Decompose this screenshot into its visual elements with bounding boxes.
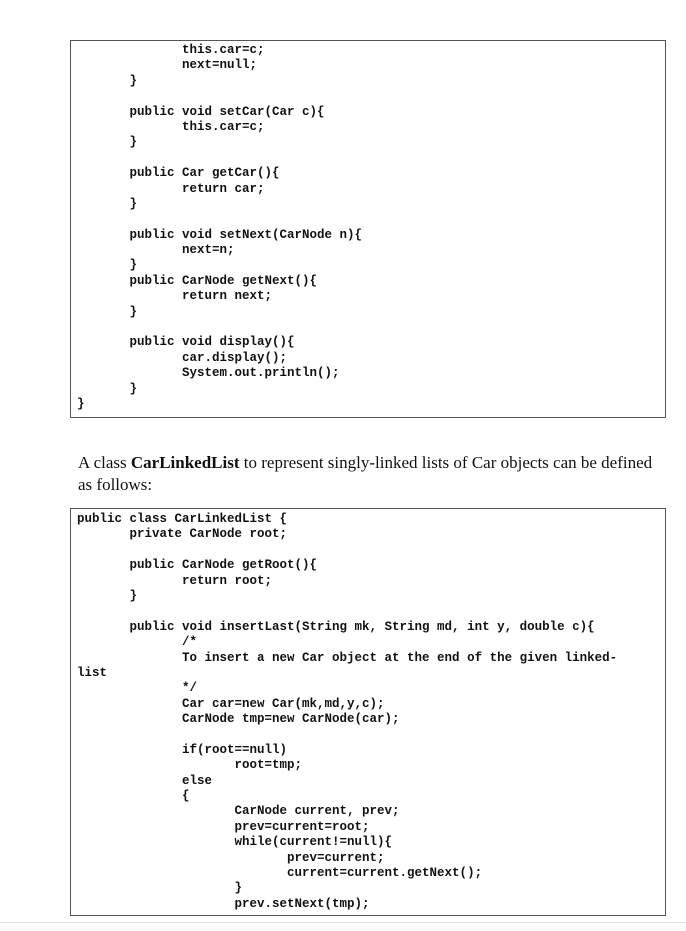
code-line: current=current.getNext(); — [77, 865, 483, 880]
code-line — [77, 212, 665, 227]
code-text — [71, 509, 665, 912]
code-line: next=null; — [77, 58, 258, 73]
code-line: { — [77, 789, 190, 804]
code-line: prev=current=root; — [77, 819, 370, 834]
code-line: } — [77, 881, 243, 896]
code-line: else — [77, 773, 213, 788]
code-line: } — [77, 304, 138, 319]
code-line: CarNode tmp=new CarNode(car); — [77, 712, 400, 727]
code-line: public CarNode getRoot(){ — [77, 558, 318, 573]
code-line: public CarNode getNext(){ — [77, 273, 318, 288]
code-line: } — [77, 381, 138, 396]
code-line: root=tmp; — [77, 758, 303, 773]
class-name: CarLinkedList — [130, 453, 240, 472]
code-line: private CarNode root; — [77, 527, 288, 542]
code-line: public void setNext(CarNode n){ — [77, 227, 363, 242]
code-line: /* — [77, 635, 198, 650]
code-line — [77, 89, 665, 104]
code-line: prev=current; — [77, 850, 385, 865]
code-line: return next; — [77, 289, 273, 304]
paragraph-suffix: to represent singly-linked lists of Car objects can be defined as follows: — [78, 453, 653, 494]
page-edge — [0, 922, 686, 931]
code-line: if(root==null) — [77, 742, 288, 757]
code-line: public Car getCar(){ — [77, 166, 280, 181]
code-block-carnode — [70, 40, 666, 418]
code-line: prev.setNext(tmp); — [77, 896, 370, 911]
code-line: } — [77, 196, 138, 211]
code-line: Car car=new Car(mk,md,y,c); — [77, 696, 385, 711]
code-line: } — [77, 73, 138, 88]
paragraph — [78, 452, 658, 496]
code-line: } — [77, 135, 138, 150]
code-line: list — [77, 665, 108, 680]
code-line: public class CarLinkedList { — [77, 512, 288, 526]
code-line: next=n; — [77, 243, 235, 258]
code-line — [77, 604, 665, 619]
code-line: System.out.println(); — [77, 366, 340, 381]
code-line: this.car=c; — [77, 119, 265, 134]
code-line — [77, 543, 665, 558]
code-line — [77, 727, 665, 742]
code-line: public void setCar(Car c){ — [77, 104, 325, 119]
code-line: } — [77, 588, 138, 603]
code-line: CarNode current, prev; — [77, 804, 400, 819]
code-line: */ — [77, 681, 198, 696]
code-line: public void display(){ — [77, 335, 295, 350]
code-line: car.display(); — [77, 350, 288, 365]
code-line — [77, 320, 665, 335]
code-line: return root; — [77, 573, 273, 588]
code-block-carlinkedlist — [70, 508, 666, 916]
code-line — [77, 151, 665, 166]
code-line: public void insertLast(String mk, String md, int y, double c){ — [77, 619, 595, 634]
code-text — [71, 41, 665, 412]
code-line: To insert a new Car object at the end of the given linked- — [77, 650, 618, 665]
code-line: } — [77, 396, 85, 411]
code-line: } — [77, 258, 138, 273]
code-line: return car; — [77, 181, 265, 196]
code-line: this.car=c; — [77, 43, 265, 57]
code-line: while(current!=null){ — [77, 835, 393, 850]
paragraph-prefix: A class — [78, 453, 131, 472]
